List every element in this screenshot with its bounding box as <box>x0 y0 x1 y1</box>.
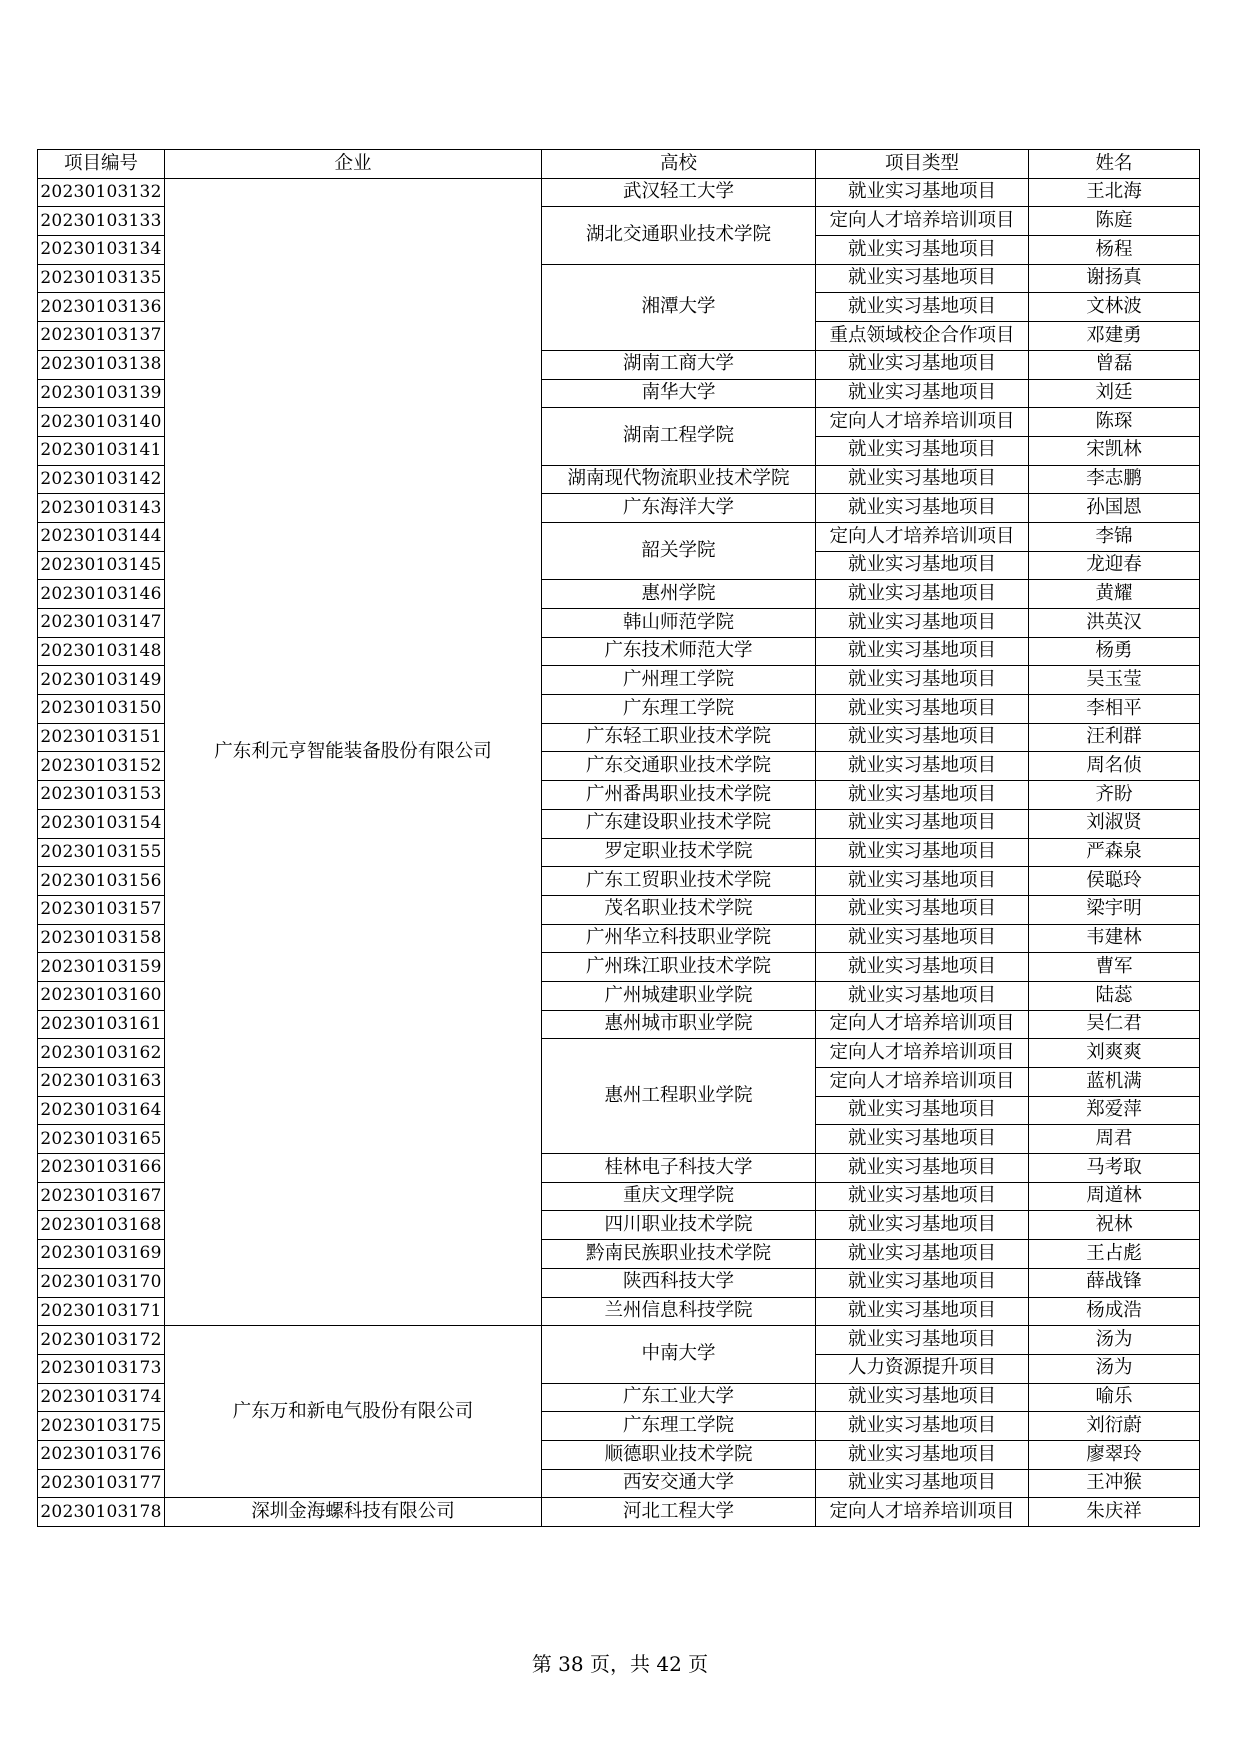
project-id-cell: 20230103138 <box>38 350 165 379</box>
university-cell: 韩山师范学院 <box>542 609 816 638</box>
person-name-cell: 梁宇明 <box>1029 895 1200 924</box>
project-type-cell: 就业实习基地项目 <box>816 551 1029 580</box>
project-id-cell: 20230103147 <box>38 609 165 638</box>
university-cell: 南华大学 <box>542 379 816 408</box>
project-id-cell: 20230103139 <box>38 379 165 408</box>
project-id-cell: 20230103171 <box>38 1297 165 1326</box>
person-name-cell: 杨成浩 <box>1029 1297 1200 1326</box>
project-id-cell: 20230103177 <box>38 1469 165 1498</box>
person-name-cell: 马考取 <box>1029 1154 1200 1183</box>
project-type-cell: 就业实习基地项目 <box>816 1182 1029 1211</box>
university-cell: 广东交通职业技术学院 <box>542 752 816 781</box>
project-type-cell: 就业实习基地项目 <box>816 895 1029 924</box>
project-id-cell: 20230103158 <box>38 924 165 953</box>
person-name-cell: 曹军 <box>1029 953 1200 982</box>
project-id-cell: 20230103153 <box>38 781 165 810</box>
university-cell: 桂林电子科技大学 <box>542 1154 816 1183</box>
project-id-cell: 20230103142 <box>38 465 165 494</box>
person-name-cell: 刘爽爽 <box>1029 1039 1200 1068</box>
project-type-cell: 就业实习基地项目 <box>816 1096 1029 1125</box>
project-id-cell: 20230103137 <box>38 322 165 351</box>
university-cell: 广东理工学院 <box>542 1412 816 1441</box>
university-cell: 韶关学院 <box>542 522 816 579</box>
project-id-cell: 20230103141 <box>38 436 165 465</box>
university-cell: 顺德职业技术学院 <box>542 1440 816 1469</box>
project-type-cell: 就业实习基地项目 <box>816 867 1029 896</box>
person-name-cell: 李相平 <box>1029 695 1200 724</box>
project-id-cell: 20230103152 <box>38 752 165 781</box>
project-type-cell: 就业实习基地项目 <box>816 781 1029 810</box>
company-cell: 广东利元亨智能装备股份有限公司 <box>165 178 542 1326</box>
project-type-cell: 就业实习基地项目 <box>816 924 1029 953</box>
project-type-cell: 定向人才培养培训项目 <box>816 1068 1029 1097</box>
university-cell: 广州番禺职业技术学院 <box>542 781 816 810</box>
university-cell: 广东海洋大学 <box>542 494 816 523</box>
project-id-cell: 20230103133 <box>38 207 165 236</box>
table-row <box>38 178 1200 207</box>
university-cell: 惠州学院 <box>542 580 816 609</box>
project-id-cell: 20230103166 <box>38 1154 165 1183</box>
project-id-cell: 20230103134 <box>38 236 165 265</box>
project-id-cell: 20230103140 <box>38 408 165 437</box>
person-name-cell: 谢扬真 <box>1029 264 1200 293</box>
university-cell: 广州理工学院 <box>542 666 816 695</box>
header-name: 姓名 <box>1029 150 1200 179</box>
person-name-cell: 喻乐 <box>1029 1383 1200 1412</box>
project-id-cell: 20230103165 <box>38 1125 165 1154</box>
person-name-cell: 吴玉莹 <box>1029 666 1200 695</box>
university-cell: 湖北交通职业技术学院 <box>542 207 816 264</box>
university-cell: 西安交通大学 <box>542 1469 816 1498</box>
company-cell: 广东万和新电气股份有限公司 <box>165 1326 542 1498</box>
person-name-cell: 刘衍蔚 <box>1029 1412 1200 1441</box>
project-type-cell: 就业实习基地项目 <box>816 637 1029 666</box>
university-cell: 湖南现代物流职业技术学院 <box>542 465 816 494</box>
person-name-cell: 王北海 <box>1029 178 1200 207</box>
project-id-cell: 20230103159 <box>38 953 165 982</box>
project-type-cell: 定向人才培养培训项目 <box>816 1039 1029 1068</box>
person-name-cell: 孙国恩 <box>1029 494 1200 523</box>
project-type-cell: 定向人才培养培训项目 <box>816 207 1029 236</box>
person-name-cell: 杨勇 <box>1029 637 1200 666</box>
project-type-cell: 就业实习基地项目 <box>816 723 1029 752</box>
university-cell: 广东工贸职业技术学院 <box>542 867 816 896</box>
person-name-cell: 陆蕊 <box>1029 981 1200 1010</box>
project-type-cell: 就业实习基地项目 <box>816 809 1029 838</box>
person-name-cell: 吴仁君 <box>1029 1010 1200 1039</box>
project-type-cell: 就业实习基地项目 <box>816 981 1029 1010</box>
university-cell: 惠州城市职业学院 <box>542 1010 816 1039</box>
project-type-cell: 就业实习基地项目 <box>816 1326 1029 1355</box>
project-type-cell: 人力资源提升项目 <box>816 1354 1029 1383</box>
table-row <box>38 1498 1200 1527</box>
project-id-cell: 20230103149 <box>38 666 165 695</box>
project-id-cell: 20230103173 <box>38 1354 165 1383</box>
university-cell: 广州珠江职业技术学院 <box>542 953 816 982</box>
person-name-cell: 刘廷 <box>1029 379 1200 408</box>
university-cell: 河北工程大学 <box>542 1498 816 1527</box>
person-name-cell: 韦建林 <box>1029 924 1200 953</box>
person-name-cell: 刘淑贤 <box>1029 809 1200 838</box>
project-type-cell: 就业实习基地项目 <box>816 494 1029 523</box>
project-type-cell: 就业实习基地项目 <box>816 1383 1029 1412</box>
person-name-cell: 薛战锋 <box>1029 1268 1200 1297</box>
header-project-id: 项目编号 <box>38 150 165 179</box>
person-name-cell: 蓝机满 <box>1029 1068 1200 1097</box>
university-cell: 广州华立科技职业学院 <box>542 924 816 953</box>
project-type-cell: 就业实习基地项目 <box>816 1412 1029 1441</box>
project-type-cell: 就业实习基地项目 <box>816 1268 1029 1297</box>
project-type-cell: 定向人才培养培训项目 <box>816 1498 1029 1527</box>
person-name-cell: 齐盼 <box>1029 781 1200 810</box>
university-cell: 湖南工程学院 <box>542 408 816 465</box>
person-name-cell: 李志鹏 <box>1029 465 1200 494</box>
person-name-cell: 朱庆祥 <box>1029 1498 1200 1527</box>
project-type-cell: 就业实习基地项目 <box>816 609 1029 638</box>
person-name-cell: 洪英汉 <box>1029 609 1200 638</box>
project-id-cell: 20230103174 <box>38 1383 165 1412</box>
project-type-cell: 就业实习基地项目 <box>816 1440 1029 1469</box>
project-id-cell: 20230103154 <box>38 809 165 838</box>
university-cell: 湖南工商大学 <box>542 350 816 379</box>
project-id-cell: 20230103136 <box>38 293 165 322</box>
page-footer: 第 38 页，共 42 页 <box>531 1652 709 1676</box>
project-id-cell: 20230103161 <box>38 1010 165 1039</box>
project-type-cell: 就业实习基地项目 <box>816 350 1029 379</box>
project-type-cell: 就业实习基地项目 <box>816 1154 1029 1183</box>
university-cell: 四川职业技术学院 <box>542 1211 816 1240</box>
project-id-cell: 20230103135 <box>38 264 165 293</box>
university-cell: 广东技术师范大学 <box>542 637 816 666</box>
project-id-cell: 20230103178 <box>38 1498 165 1527</box>
university-cell: 广东理工学院 <box>542 695 816 724</box>
project-id-cell: 20230103144 <box>38 522 165 551</box>
project-type-cell: 重点领域校企合作项目 <box>816 322 1029 351</box>
person-name-cell: 陈庭 <box>1029 207 1200 236</box>
project-id-cell: 20230103170 <box>38 1268 165 1297</box>
person-name-cell: 杨程 <box>1029 236 1200 265</box>
university-cell: 罗定职业技术学院 <box>542 838 816 867</box>
university-cell: 茂名职业技术学院 <box>542 895 816 924</box>
university-cell: 武汉轻工大学 <box>542 178 816 207</box>
university-cell: 兰州信息科技学院 <box>542 1297 816 1326</box>
project-type-cell: 定向人才培养培训项目 <box>816 522 1029 551</box>
person-name-cell: 周名侦 <box>1029 752 1200 781</box>
person-name-cell: 宋凯林 <box>1029 436 1200 465</box>
project-type-cell: 就业实习基地项目 <box>816 1297 1029 1326</box>
person-name-cell: 侯聪玲 <box>1029 867 1200 896</box>
person-name-cell: 陈琛 <box>1029 408 1200 437</box>
project-type-cell: 就业实习基地项目 <box>816 580 1029 609</box>
university-cell: 惠州工程职业学院 <box>542 1039 816 1154</box>
project-type-cell: 就业实习基地项目 <box>816 1469 1029 1498</box>
project-id-cell: 20230103145 <box>38 551 165 580</box>
university-cell: 广东工业大学 <box>542 1383 816 1412</box>
table-header-row <box>38 150 1200 179</box>
person-name-cell: 周君 <box>1029 1125 1200 1154</box>
project-type-cell: 就业实习基地项目 <box>816 293 1029 322</box>
project-id-cell: 20230103167 <box>38 1182 165 1211</box>
person-name-cell: 汤为 <box>1029 1354 1200 1383</box>
person-name-cell: 王冲猴 <box>1029 1469 1200 1498</box>
project-id-cell: 20230103169 <box>38 1240 165 1269</box>
project-id-cell: 20230103157 <box>38 895 165 924</box>
university-cell: 广州城建职业学院 <box>542 981 816 1010</box>
project-id-cell: 20230103155 <box>38 838 165 867</box>
project-id-cell: 20230103164 <box>38 1096 165 1125</box>
project-type-cell: 就业实习基地项目 <box>816 436 1029 465</box>
project-id-cell: 20230103143 <box>38 494 165 523</box>
project-type-cell: 就业实习基地项目 <box>816 1240 1029 1269</box>
person-name-cell: 严森泉 <box>1029 838 1200 867</box>
project-id-cell: 20230103175 <box>38 1412 165 1441</box>
project-type-cell: 就业实习基地项目 <box>816 1125 1029 1154</box>
project-type-cell: 定向人才培养培训项目 <box>816 408 1029 437</box>
project-type-cell: 就业实习基地项目 <box>816 379 1029 408</box>
project-type-cell: 就业实习基地项目 <box>816 752 1029 781</box>
project-type-cell: 就业实习基地项目 <box>816 264 1029 293</box>
university-cell: 广东建设职业技术学院 <box>542 809 816 838</box>
project-id-cell: 20230103150 <box>38 695 165 724</box>
person-name-cell: 曾磊 <box>1029 350 1200 379</box>
project-id-cell: 20230103146 <box>38 580 165 609</box>
person-name-cell: 李锦 <box>1029 522 1200 551</box>
university-cell: 黔南民族职业技术学院 <box>542 1240 816 1269</box>
person-name-cell: 龙迎春 <box>1029 551 1200 580</box>
person-name-cell: 文林波 <box>1029 293 1200 322</box>
university-cell: 重庆文理学院 <box>542 1182 816 1211</box>
project-type-cell: 就业实习基地项目 <box>816 465 1029 494</box>
project-id-cell: 20230103160 <box>38 981 165 1010</box>
university-cell: 湘潭大学 <box>542 264 816 350</box>
project-type-cell: 就业实习基地项目 <box>816 695 1029 724</box>
project-id-cell: 20230103148 <box>38 637 165 666</box>
project-id-cell: 20230103162 <box>38 1039 165 1068</box>
project-id-cell: 20230103168 <box>38 1211 165 1240</box>
project-type-cell: 就业实习基地项目 <box>816 236 1029 265</box>
table-row <box>38 1326 1200 1355</box>
project-type-cell: 就业实习基地项目 <box>816 838 1029 867</box>
project-id-cell: 20230103172 <box>38 1326 165 1355</box>
project-table <box>37 149 1200 1527</box>
person-name-cell: 汪利群 <box>1029 723 1200 752</box>
person-name-cell: 郑爱萍 <box>1029 1096 1200 1125</box>
project-type-cell: 定向人才培养培训项目 <box>816 1010 1029 1039</box>
university-cell: 广东轻工职业技术学院 <box>542 723 816 752</box>
project-type-cell: 就业实习基地项目 <box>816 1211 1029 1240</box>
person-name-cell: 王占彪 <box>1029 1240 1200 1269</box>
project-type-cell: 就业实习基地项目 <box>816 666 1029 695</box>
project-id-cell: 20230103176 <box>38 1440 165 1469</box>
person-name-cell: 黄耀 <box>1029 580 1200 609</box>
table-body <box>38 178 1200 1526</box>
university-cell: 中南大学 <box>542 1326 816 1383</box>
person-name-cell: 周道林 <box>1029 1182 1200 1211</box>
university-cell: 陕西科技大学 <box>542 1268 816 1297</box>
person-name-cell: 祝林 <box>1029 1211 1200 1240</box>
project-type-cell: 就业实习基地项目 <box>816 178 1029 207</box>
company-cell: 深圳金海螺科技有限公司 <box>165 1498 542 1527</box>
person-name-cell: 汤为 <box>1029 1326 1200 1355</box>
person-name-cell: 邓建勇 <box>1029 322 1200 351</box>
project-type-cell: 就业实习基地项目 <box>816 953 1029 982</box>
header-company: 企业 <box>165 150 542 179</box>
header-project-type: 项目类型 <box>816 150 1029 179</box>
project-id-cell: 20230103132 <box>38 178 165 207</box>
person-name-cell: 廖翠玲 <box>1029 1440 1200 1469</box>
project-id-cell: 20230103151 <box>38 723 165 752</box>
header-university: 高校 <box>542 150 816 179</box>
project-id-cell: 20230103163 <box>38 1068 165 1097</box>
project-id-cell: 20230103156 <box>38 867 165 896</box>
